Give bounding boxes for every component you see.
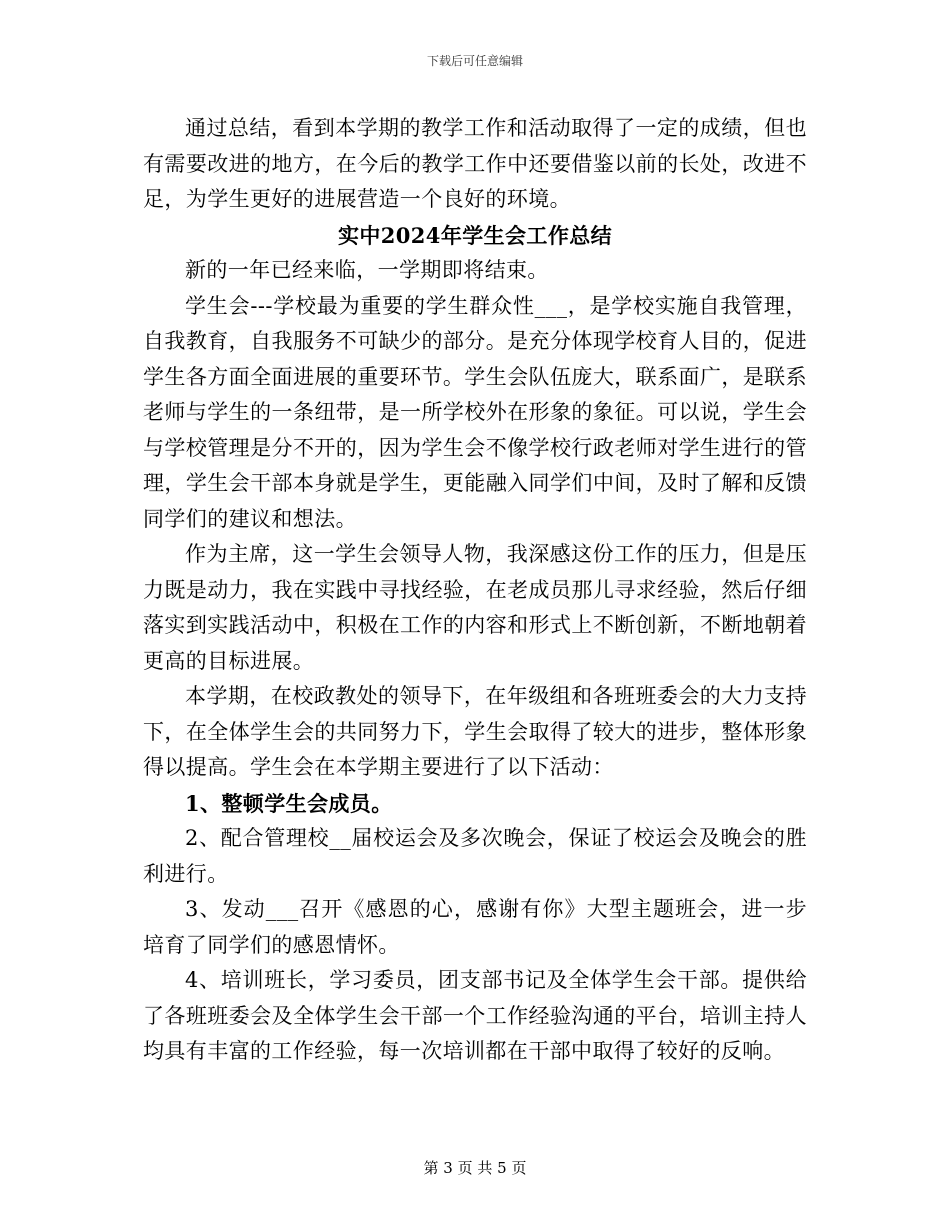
page-header: 下载后可任意编辑	[426, 54, 523, 68]
paragraph-2: 学生会---学校最为重要的学生群众性___，是学校实施自我管理，自我教育，自我服务不可缺少的部分。是充分体现学校育人目的，促进学生各方面全面进展的重要环节。学生会队伍庞大，联系面广，是联系老师与学生的一条纽带，是一所学校外在形象的象征。可以说，学生会与学校管理是分不开的，因为学生会不像学校行政老师对学生进行的管理，学生会干部本身就是学生，更能融入同学们中间，及时了解和反馈同学们的建议和想法。	[143, 293, 807, 531]
list-item-2: 2、配合管理校__届校运会及多次晚会，保证了校运会及晚会的胜利进行。	[143, 826, 807, 886]
document-title: 实中2024年学生会工作总结	[337, 222, 613, 248]
list-item-3: 3、发动___召开《感恩的心，感谢有你》大型主题班会，进一步培育了同学们的感恩情怀。	[143, 897, 807, 957]
page-footer: 第 3 页 共 5 页	[423, 1159, 527, 1177]
list-item-4: 4、培训班长，学习委员，团支部书记及全体学生会干部。提供给了各班班委会及全体学生会干部一个工作经验沟通的平台，培训主持人均具有丰富的工作经验，每一次培训都在干部中取得了较好的反响。	[143, 968, 807, 1063]
document-body	[143, 111, 807, 1070]
intro-paragraph: 通过总结，看到本学期的教学工作和活动取得了一定的成绩，但也有需要改进的地方，在今后的教学工作中还要借鉴以前的长处，改进不足，为学生更好的进展营造一个良好的环境。	[143, 116, 807, 211]
paragraph-4: 本学期，在校政教处的领导下，在年级组和各班班委会的大力支持下，在全体学生会的共同努力下，学生会取得了较大的进步，整体形象得以提高。学生会在本学期主要进行了以下活动：	[143, 684, 807, 779]
list-item-1: 1、整顿学生会成员。	[185, 790, 393, 816]
paragraph-3: 作为主席，这一学生会领导人物，我深感这份工作的压力，但是压力既是动力，我在实践中寻找经验，在老成员那儿寻求经验，然后仔细落实到实践活动中，积极在工作的内容和形式上不断创新，不断地朝着更高的目标进展。	[143, 542, 807, 673]
paragraph-1: 新的一年已经来临，一学期即将结束。	[185, 258, 549, 282]
